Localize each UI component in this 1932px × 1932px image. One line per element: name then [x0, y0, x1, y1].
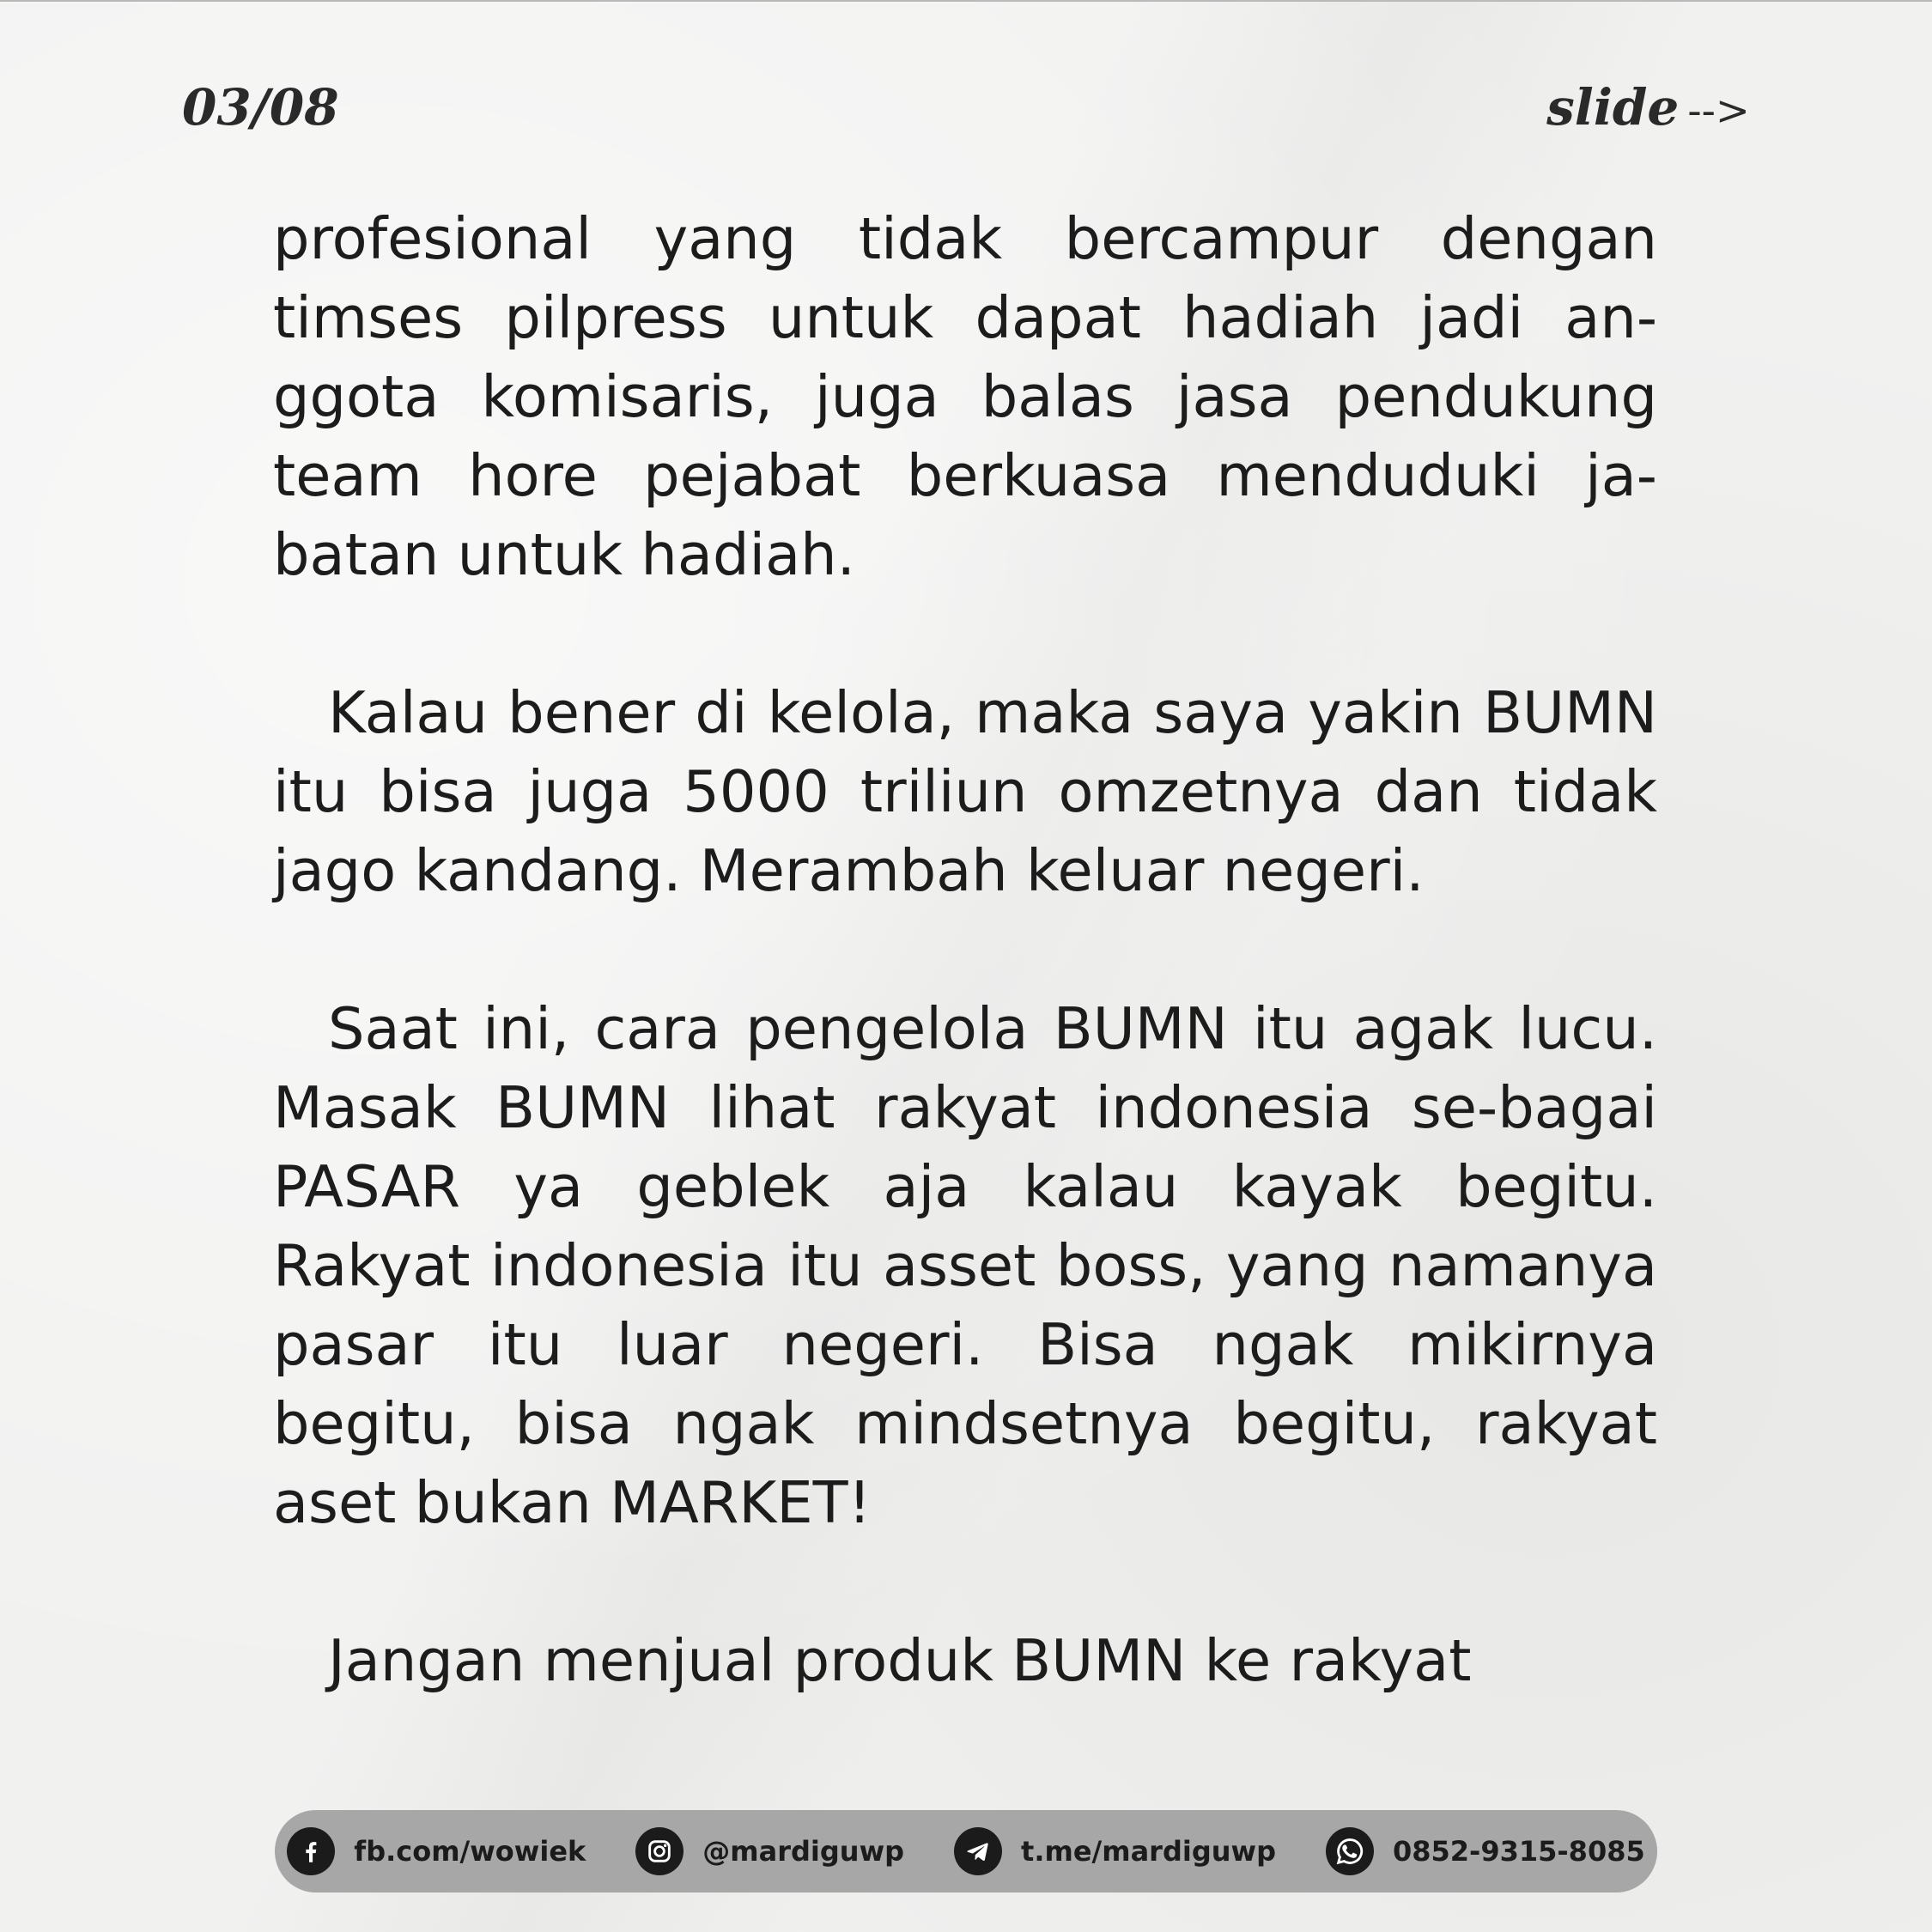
paragraph-4: Jangan menjual produk BUMN ke rakyat: [328, 1627, 1472, 1694]
paragraph-1: profesional yang tidak bercampur dengan timses pilpress untuk dapat hadiah jadi an-ggota komisaris, juga balas jasa pendukung team hore pejabat berkuasa menduduki ja-batan untuk hadiah.: [273, 205, 1657, 588]
facebook-label: fb.com/wowiek: [354, 1835, 586, 1868]
page-number: 03/08: [182, 78, 339, 137]
whatsapp-label: 0852-9315-8085: [1392, 1835, 1645, 1868]
facebook-icon: [287, 1827, 335, 1875]
slide-hint-arrow: -->: [1687, 87, 1750, 135]
telegram-label: t.me/mardiguwp: [1021, 1835, 1276, 1868]
slide-hint-word: slide: [1546, 78, 1680, 137]
top-border-line: [0, 0, 1932, 2]
instagram-label: @mardiguwp: [702, 1835, 905, 1868]
social-footer-bar: [275, 1810, 1657, 1893]
slide-hint: [1546, 77, 1750, 141]
paragraph-2: Kalau bener di kelola, maka saya yakin BUMN itu bisa juga 5000 triliun omzetnya dan tidak jago kandang. Merambah keluar negeri.: [273, 679, 1657, 904]
whatsapp-icon: [1326, 1827, 1374, 1875]
social-link-instagram[interactable]: [635, 1827, 904, 1875]
paragraph-3: Saat ini, cara pengelola BUMN itu agak lucu. Masak BUMN lihat rakyat indonesia se-bagai PASAR ya geblek aja kalau kayak begitu. Rakyat indonesia itu asset boss, yang namanya pasar itu luar negeri. Bisa ngak mikirnya begitu, bisa ngak mindsetnya begitu, rakyat aset bukan MARKET!: [273, 995, 1657, 1536]
social-link-telegram[interactable]: [954, 1827, 1276, 1875]
telegram-icon: [954, 1827, 1002, 1875]
instagram-icon: [635, 1827, 683, 1875]
social-link-whatsapp[interactable]: [1326, 1827, 1645, 1875]
social-link-facebook[interactable]: [287, 1827, 586, 1875]
article-body: [273, 199, 1657, 1700]
